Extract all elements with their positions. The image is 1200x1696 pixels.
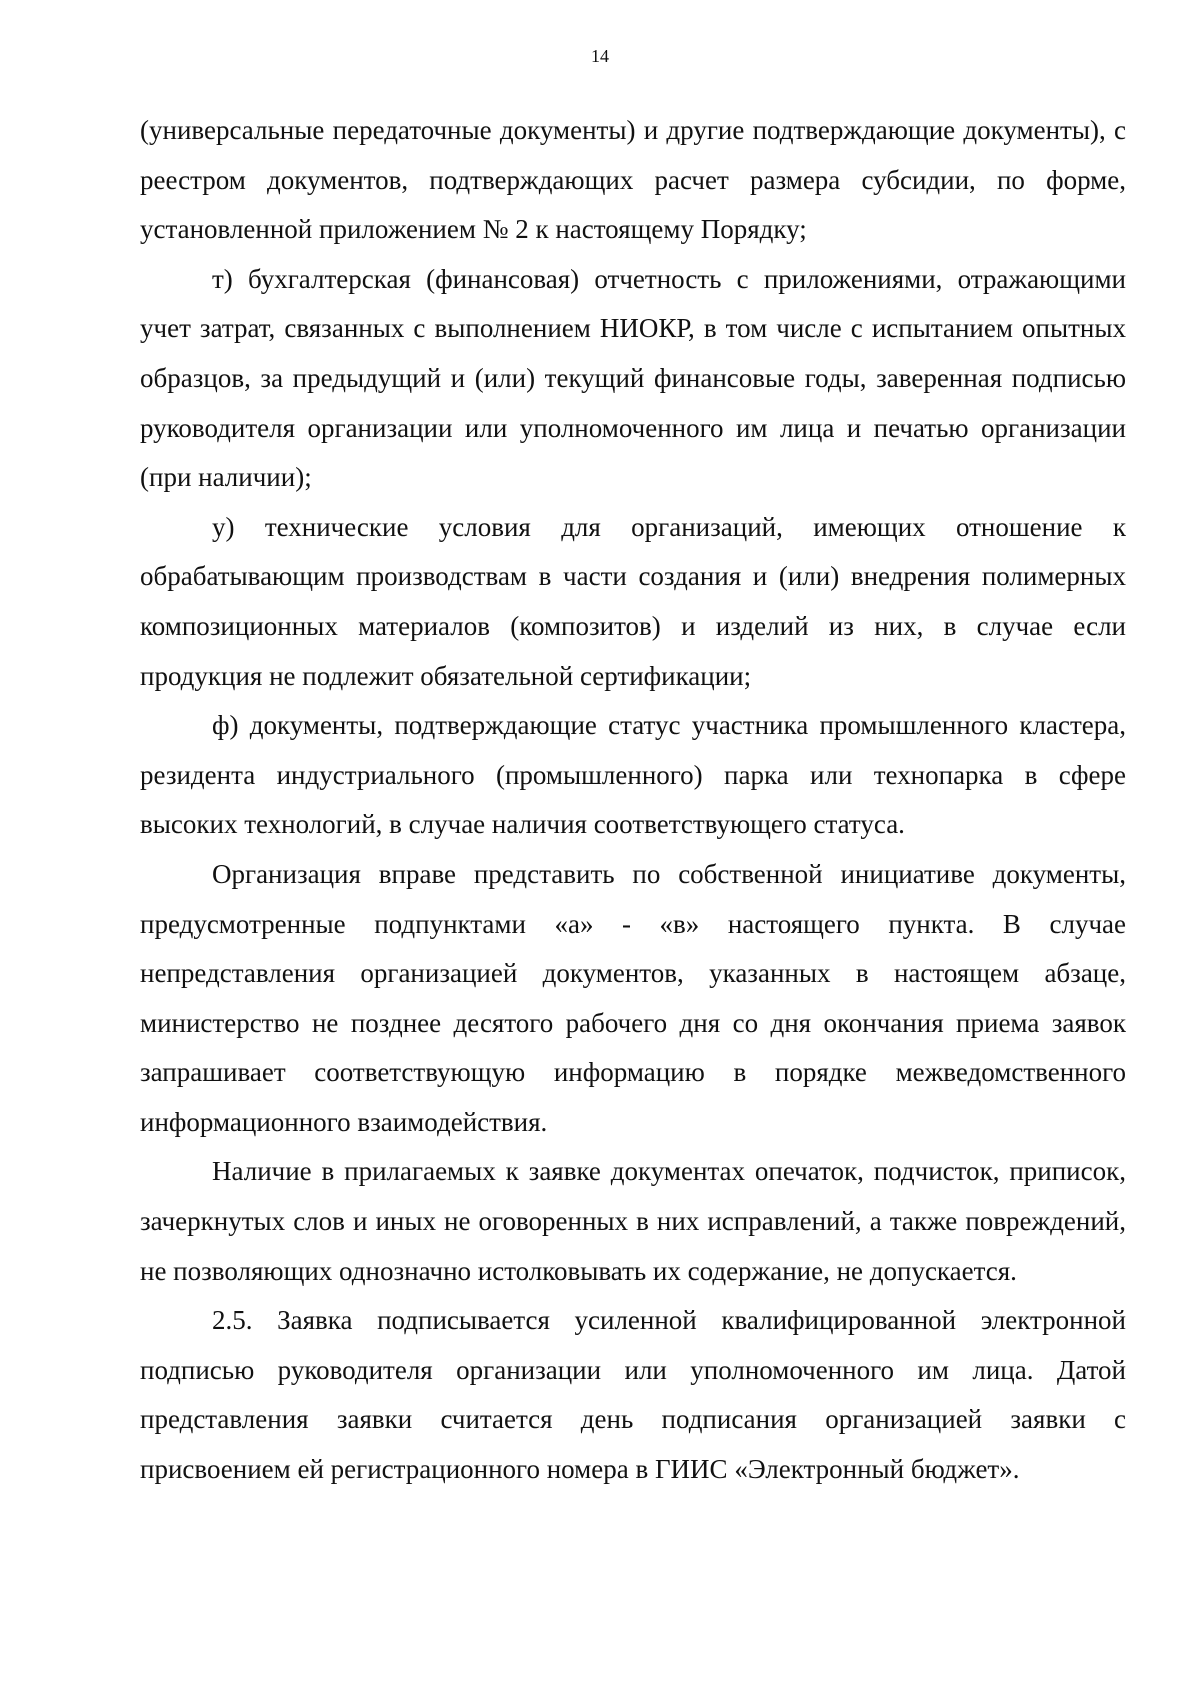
document-body (140, 106, 1126, 1495)
paragraph-documents-registry: (универсальные передаточные документы) и другие подтверждающие документы), с реестром документов, подтверждающих расчет размера субсидии, по форме, установленной приложением № 2 к настоящему Порядку; (140, 115, 1126, 245)
paragraph-item-u: у) технические условия для организаций, имеющих отношение к обрабатывающим производствам в части создания и (или) внедрения полимерных композиционных материалов (композитов) и изделий из них, в случае если продукция не подлежит обязательной сертификации; (140, 511, 1126, 691)
paragraph-section-2-5: 2.5. Заявка подписывается усиленной квалифицированной электронной подписью руководителя организации или уполномоченного им лица. Датой представления заявки считается день подписания организацией заявки с присвоением ей регистрационного номера в ГИИС «Электронный бюджет». (140, 1305, 1126, 1485)
paragraph-organization-right: Организация вправе представить по собственной инициативе документы, предусмотренные подпунктами «а» - «в» настоящего пункта. В случае непредставления организацией документов, указанных в настоящем абзаце, министерство не позднее десятого рабочего дня со дня окончания приема заявок запрашивает соответствующую информацию в порядке межведомственного информационного взаимодействия. (140, 858, 1126, 1137)
paragraph-errors-not-allowed: Наличие в прилагаемых к заявке документах опечаток, подчисток, приписок, зачеркнутых слов и иных не оговоренных в них исправлений, а также повреждений, не позволяющих однозначно истолковывать их содержание, не допускается. (140, 1156, 1126, 1286)
paragraph-item-f: ф) документы, подтверждающие статус участника промышленного кластера, резидента индустриального (промышленного) парка или технопарка в сфере высоких технологий, в случае наличия соответствующего статуса. (140, 710, 1126, 840)
page-number: 14 (591, 46, 609, 66)
paragraph-item-t: т) бухгалтерская (финансовая) отчетность с приложениями, отражающими учет затрат, связанных с выполнением НИОКР, в том числе с испытанием опытных образцов, за предыдущий и (или) текущий финансовые годы, заверенная подписью руководителя организации или уполномоченного им лица и печатью организации (при наличии); (140, 263, 1126, 493)
